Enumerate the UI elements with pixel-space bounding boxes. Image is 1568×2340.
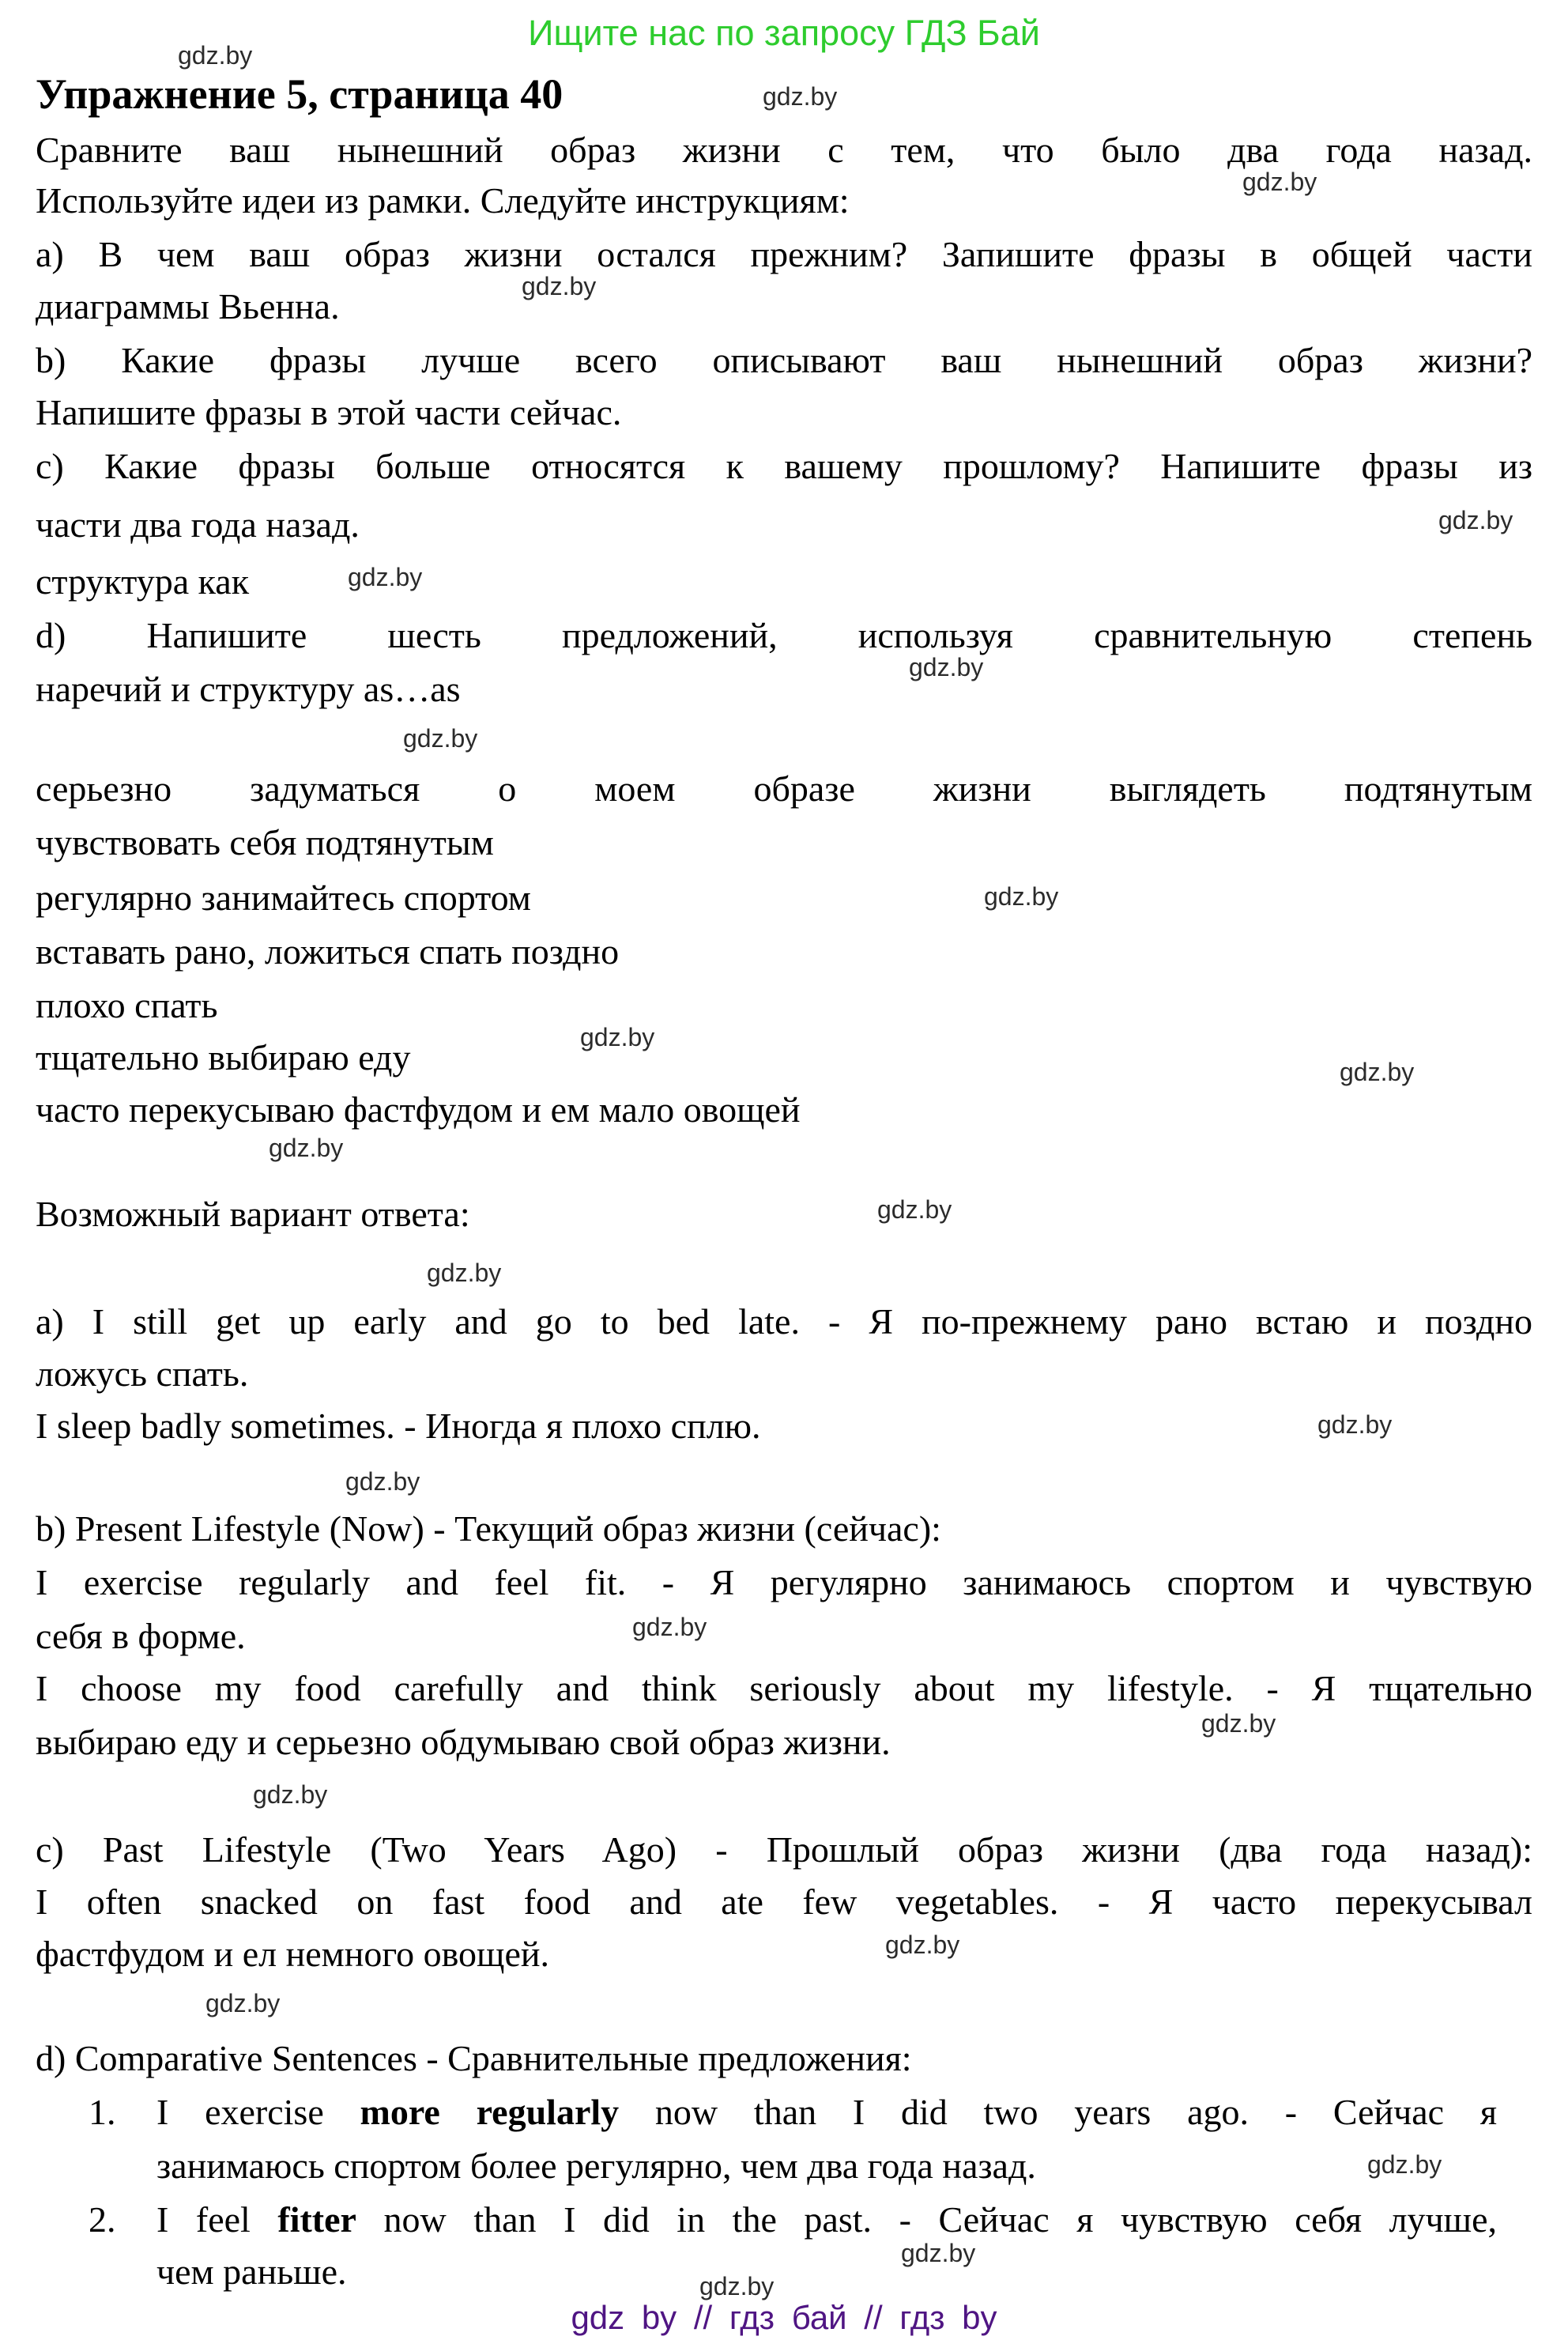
idea-item: плохо спать <box>36 985 218 1025</box>
answer-d-item2-line1 <box>156 2195 1497 2245</box>
step-a-line-1: a) В чем ваш образ жизни остался прежним? Запишите фразы в общей части <box>36 234 1532 274</box>
step-note: структура как <box>36 561 250 602</box>
answer-d-item1-pre: I exercise <box>156 2092 360 2132</box>
idea-item: чувствовать себя подтянутым <box>36 822 494 862</box>
step-b-line-2: Напишите фразы в этой части сейчас. <box>36 392 622 432</box>
answer-a-line-3: I sleep badly sometimes. - Иногда я плохо сплю. <box>36 1406 761 1446</box>
gdz-watermark: gdz.by <box>1317 1410 1393 1439</box>
gdz-watermark: gdz.by <box>178 41 253 70</box>
step-d-line-2: наречий и структуру as…as <box>36 669 461 709</box>
gdz-watermark: gdz.by <box>1242 168 1317 196</box>
answer-c-line-2: фастфудом и ел немного овощей. <box>36 1934 549 1974</box>
gdz-watermark: gdz.by <box>1438 506 1513 534</box>
intro-line-1: Сравните ваш нынешний образ жизни с тем, что было два года назад. <box>36 130 1532 170</box>
step-c-line-1: c) Какие фразы больше относятся к вашему прошлому? Напишите фразы из <box>36 446 1532 486</box>
exercise-title: Упражнение 5, страница 40 <box>36 70 564 118</box>
answer-b-line-1: I exercise regularly and feel fit. - Я регулярно занимаюсь спортом и чувствую <box>36 1562 1532 1602</box>
intro-line-2: Используйте идеи из рамки. Следуйте инструкциям: <box>36 180 850 221</box>
footer-links: gdz by // гдз бай // гдз by <box>571 2299 997 2336</box>
step-c-line-2: части два года назад. <box>36 504 360 545</box>
step-a-line-2: диаграммы Вьенна. <box>36 286 340 326</box>
answer-c-line-1: I often snacked on fast food and ate few vegetables. - Я часто перекусывал <box>36 1881 1532 1922</box>
gdz-watermark: gdz.by <box>253 1780 328 1809</box>
answer-d-item2-line2: чем раньше. <box>156 2251 347 2292</box>
gdz-watermark: gdz.by <box>699 2272 775 2300</box>
gdz-watermark: gdz.by <box>1340 1058 1415 1086</box>
gdz-watermark: gdz.by <box>984 882 1059 911</box>
answer-d-item1-line2: занимаюсь спортом более регулярно, чем два года назад. <box>156 2146 1036 2186</box>
gdz-watermark: gdz.by <box>909 653 984 681</box>
gdz-watermark: gdz.by <box>885 1930 960 1959</box>
answer-d-item1-number: 1. <box>89 2092 116 2132</box>
gdz-watermark: gdz.by <box>901 2239 976 2267</box>
promo-banner: Ищите нас по запросу ГДЗ Бай <box>528 13 1040 53</box>
answer-b-line-3: I choose my food carefully and think seriously about my lifestyle. - Я тщательно <box>36 1668 1532 1708</box>
answer-b-line-4: выбираю еду и серьезно обдумываю свой образ жизни. <box>36 1722 891 1762</box>
idea-item: тщательно выбираю еду <box>36 1037 411 1078</box>
gdz-watermark: gdz.by <box>580 1023 655 1051</box>
idea-item: серьезно задуматься о моем образе жизни выглядеть подтянутым <box>36 768 1532 809</box>
answer-a-line-1: a) I still get up early and go to bed late. - Я по-прежнему рано встаю и поздно <box>36 1301 1532 1342</box>
answer-b-line-2: себя в форме. <box>36 1616 246 1656</box>
gdz-watermark: gdz.by <box>205 1989 281 2017</box>
answer-d-item1-post: now than I did two years ago. - Сейчас я <box>619 2092 1497 2132</box>
answers-heading: Возможный вариант ответа: <box>36 1194 470 1234</box>
gdz-watermark: gdz.by <box>427 1259 502 1287</box>
answer-d-item2-bold: fitter <box>277 2199 356 2240</box>
gdz-watermark: gdz.by <box>345 1467 420 1496</box>
gdz-watermark: gdz.by <box>763 82 838 111</box>
gdz-watermark: gdz.by <box>1201 1709 1276 1738</box>
idea-item: часто перекусываю фастфудом и ем мало овощей <box>36 1089 801 1130</box>
gdz-watermark: gdz.by <box>269 1134 344 1162</box>
gdz-watermark: gdz.by <box>403 724 478 753</box>
step-d-line-1: d) Напишите шесть предложений, используя сравнительную степень <box>36 615 1532 655</box>
gdz-watermark: gdz.by <box>877 1195 952 1224</box>
gdz-watermark: gdz.by <box>1367 2150 1442 2179</box>
idea-item: регулярно занимайтесь спортом <box>36 878 531 918</box>
answer-d-item2-pre: I feel <box>156 2199 278 2240</box>
answer-b-heading: b) Present Lifestyle (Now) - Текущий образ жизни (сейчас): <box>36 1508 941 1549</box>
answer-d-item1-line1 <box>156 2087 1497 2138</box>
gdz-watermark: gdz.by <box>632 1613 707 1641</box>
gdz-watermark: gdz.by <box>522 272 597 300</box>
answer-d-item1-bold: more regularly <box>360 2092 620 2132</box>
answer-a-line-2: ложусь спать. <box>36 1353 249 1394</box>
gdz-watermark: gdz.by <box>348 563 423 591</box>
answer-d-item2-number: 2. <box>89 2199 116 2240</box>
answer-c-heading: c) Past Lifestyle (Two Years Ago) - Прошлый образ жизни (два года назад): <box>36 1829 1532 1870</box>
step-b-line-1: b) Какие фразы лучше всего описывают ваш нынешний образ жизни? <box>36 340 1532 380</box>
idea-item: вставать рано, ложиться спать поздно <box>36 931 620 972</box>
answer-d-item2-post: now than I did in the past. - Сейчас я чувствую себя лучше, <box>356 2199 1497 2240</box>
answer-d-heading: d) Comparative Sentences - Сравнительные предложения: <box>36 2038 912 2078</box>
